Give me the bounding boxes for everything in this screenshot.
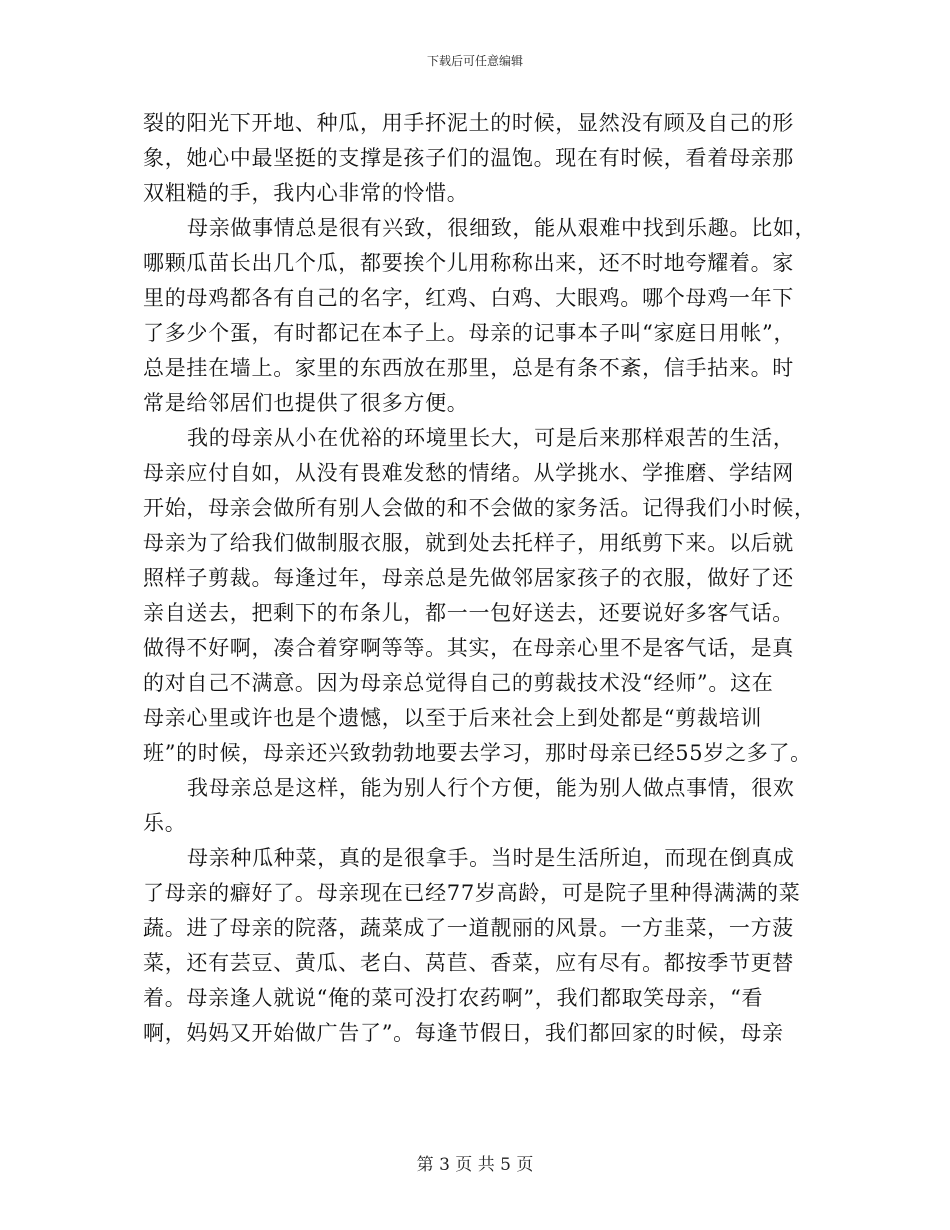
text-line-3: 双粗糙的手，我内心非常的怜惜。 bbox=[143, 181, 469, 205]
text-line-6: 里的母鸡都各有自己的名字，红鸡、白鸡、大眼鸡。哪个母鸡一年下 bbox=[143, 286, 794, 310]
text-line-9: 常是给邻居们也提供了很多方便。 bbox=[143, 391, 469, 415]
text-line-10: 我的母亲从小在优裕的环境里长大，可是后来那样艰苦的生活， bbox=[187, 426, 795, 450]
text-line-26: 着。母亲逢人就说“俺的菜可没打农药啊”，我们都取笑母亲，“看 bbox=[143, 986, 764, 1010]
text-line-15: 亲自送去，把剩下的布条儿，都一一包好送去，还要说好多客气话。 bbox=[143, 601, 794, 625]
text-line-24: 蔬。进了母亲的院落，蔬菜成了一道靓丽的风景。一方韭菜，一方菠 bbox=[143, 916, 794, 940]
text-line-17: 的对自己不满意。因为母亲总觉得自己的剪裁技术没“经师”。这在 bbox=[143, 671, 774, 695]
text-line-27: 啊，妈妈又开始做广告了”。每逢节假日，我们都回家的时候，母亲 bbox=[143, 1021, 784, 1045]
text-line-5: 哪颗瓜苗长出几个瓜，都要挨个儿用称称出来，还不时地夸耀着。家 bbox=[143, 251, 794, 275]
text-line-4: 母亲做事情总是很有兴致，很细致，能从艰难中找到乐趣。比如， bbox=[187, 216, 817, 240]
text-line-18: 母亲心里或许也是个遗憾，以至于后来社会上到处都是“剪裁培训 bbox=[143, 706, 763, 730]
footer-middle: 页 共 bbox=[455, 1155, 495, 1175]
text-line-2: 象，她心中最坚挺的支撑是孩子们的温饱。现在有时候，看着母亲那 bbox=[143, 146, 794, 170]
text-line-20: 我母亲总是这样，能为别人行个方便，能为别人做点事情，很欢 bbox=[187, 776, 795, 800]
text-line-13: 母亲为了给我们做制服衣服，就到处去托样子，用纸剪下来。以后就 bbox=[143, 531, 794, 555]
text-line-1: 裂的阳光下开地、种瓜，用手抔泥土的时候，显然没有顾及自己的形 bbox=[143, 111, 794, 135]
text-line-8: 总是挂在墙上。家里的东西放在那里，总是有条不紊，信手拈来。时 bbox=[143, 356, 794, 380]
text-line-14: 照样子剪裁。每逢过年，母亲总是先做邻居家孩子的衣服，做好了还 bbox=[143, 566, 794, 590]
text-line-25: 菜，还有芸豆、黄瓜、老白、莴苣、香菜，应有尽有。都按季节更替 bbox=[143, 951, 794, 975]
total-page-count: 5 bbox=[500, 1155, 511, 1175]
text-line-16: 做得不好啊，凑合着穿啊等等。其实，在母亲心里不是客气话，是真 bbox=[143, 636, 794, 660]
text-line-19: 班”的时候，母亲还兴致勃勃地要去学习，那时母亲已经55岁之多了。 bbox=[143, 741, 812, 765]
body-text bbox=[143, 106, 817, 1051]
current-page-number: 3 bbox=[439, 1155, 450, 1175]
footer-prefix: 第 bbox=[416, 1155, 434, 1175]
text-line-22: 母亲种瓜种菜，真的是很拿手。当时是生活所迫，而现在倒真成 bbox=[187, 846, 795, 870]
text-line-12: 开始，母亲会做所有别人会做的和不会做的家务活。记得我们小时候， bbox=[143, 496, 816, 520]
text-line-11: 母亲应付自如，从没有畏难发愁的情绪。从学挑水、学推磨、学结网 bbox=[143, 461, 794, 485]
text-line-23: 了母亲的癖好了。母亲现在已经77岁高龄，可是院子里种得满满的菜 bbox=[143, 881, 801, 905]
text-line-7: 了多少个蛋，有时都记在本子上。母亲的记事本子叫“家庭日用帐”， bbox=[143, 321, 796, 345]
footer-suffix: 页 bbox=[516, 1155, 534, 1175]
page-footer bbox=[0, 1155, 950, 1175]
page-header: 下载后可任意编辑 bbox=[426, 54, 523, 68]
text-line-21: 乐。 bbox=[143, 811, 187, 835]
